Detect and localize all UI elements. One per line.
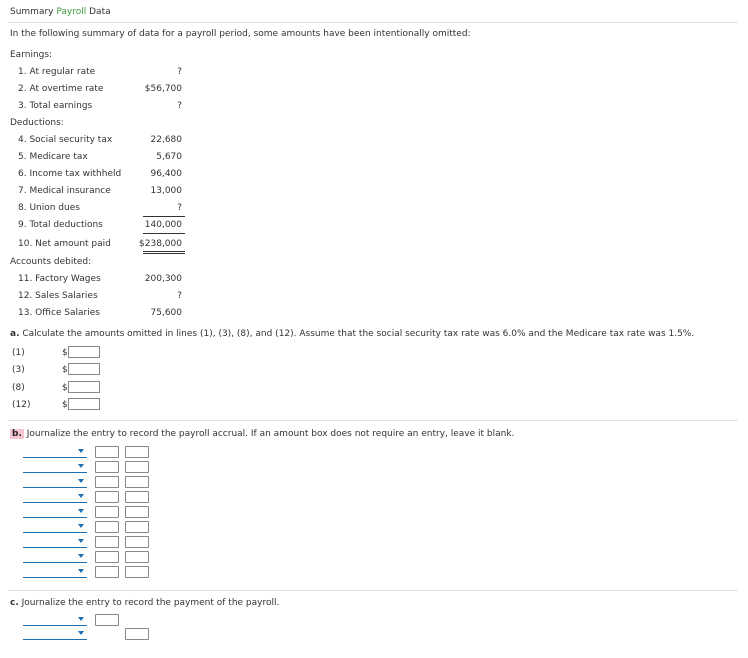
account-select[interactable] (23, 562, 87, 563)
deductions-row-label: 7. Medical insurance (18, 186, 111, 196)
earnings-row-label: 1. At regular rate (18, 67, 96, 77)
account-select[interactable] (23, 547, 87, 548)
account-select[interactable] (23, 517, 87, 518)
chevron-down-icon[interactable] (78, 554, 84, 558)
chevron-down-icon[interactable] (78, 464, 84, 468)
debit-input[interactable] (95, 566, 119, 578)
part-c-text: Journalize the entry to record the payment of the payroll. (21, 598, 280, 608)
chevron-down-icon[interactable] (78, 509, 84, 513)
debit-input[interactable] (95, 536, 119, 548)
debit-input[interactable] (95, 446, 119, 458)
part-a-text: Calculate the amounts omitted in lines (1), (3), (8), and (12). Assume that the social security tax rate was 6.0% and the Medicare tax rate was 1.5%. (22, 329, 695, 339)
debit-input[interactable] (95, 461, 119, 473)
credit-input[interactable] (125, 446, 149, 458)
currency-symbol: $ (62, 348, 68, 358)
debit-input[interactable] (95, 551, 119, 563)
section-divider (8, 590, 738, 591)
earnings-row-label: 2. At overtime rate (18, 84, 104, 94)
debit-input[interactable] (95, 506, 119, 518)
earnings-row-value: ? (177, 101, 182, 111)
total-underline (143, 233, 185, 234)
deductions-row-value: 22,680 (150, 135, 182, 145)
debit-input[interactable] (95, 521, 119, 533)
answer-input-1[interactable] (68, 346, 100, 358)
accounts-heading: Accounts debited: (10, 257, 92, 267)
account-select[interactable] (23, 457, 87, 458)
accounts-row-value: 200,300 (144, 274, 182, 284)
deductions-row-label: 6. Income tax withheld (18, 169, 122, 179)
net-double-underline-1 (143, 251, 185, 252)
credit-input[interactable] (125, 551, 149, 563)
title-highlight: Payroll (56, 7, 87, 17)
currency-symbol: $ (62, 383, 68, 393)
part-a-label: a. (10, 329, 20, 339)
accounts-row-value: 75,600 (150, 308, 182, 318)
title-suffix: Data (89, 7, 111, 17)
title-prefix: Summary (10, 7, 54, 17)
account-select[interactable] (23, 532, 87, 533)
accounts-row-label: 12. Sales Salaries (18, 291, 98, 301)
chevron-down-icon[interactable] (78, 631, 84, 635)
earnings-row-value: $56,700 (144, 84, 182, 94)
credit-input[interactable] (125, 566, 149, 578)
chevron-down-icon[interactable] (78, 449, 84, 453)
deductions-row-value: 140,000 (144, 220, 182, 230)
earnings-row-value: ? (177, 67, 182, 77)
page-title (10, 7, 111, 17)
answer-input-12[interactable] (68, 398, 100, 410)
deductions-row-label: 8. Union dues (18, 203, 80, 213)
chevron-down-icon[interactable] (78, 617, 84, 621)
part-a-item-label: (1) (12, 348, 25, 358)
credit-input[interactable] (125, 491, 149, 503)
part-a-item-label: (12) (12, 400, 31, 410)
account-select[interactable] (23, 639, 87, 640)
deductions-row-label: 4. Social security tax (18, 135, 113, 145)
earnings-row-label: 3. Total earnings (18, 101, 93, 111)
header-divider (8, 22, 738, 23)
deductions-heading: Deductions: (10, 118, 64, 128)
debit-input[interactable] (95, 614, 119, 626)
account-select[interactable] (23, 577, 87, 578)
debit-input[interactable] (95, 476, 119, 488)
chevron-down-icon[interactable] (78, 479, 84, 483)
chevron-down-icon[interactable] (78, 569, 84, 573)
credit-input[interactable] (125, 506, 149, 518)
currency-symbol: $ (62, 400, 68, 410)
section-divider (8, 420, 738, 421)
account-select[interactable] (23, 625, 87, 626)
account-select[interactable] (23, 472, 87, 473)
intro-text: In the following summary of data for a payroll period, some amounts have been intentionally omitted: (10, 29, 471, 39)
accounts-row-value: ? (177, 291, 182, 301)
deductions-row-value: ? (177, 203, 182, 213)
net-double-underline-2 (143, 253, 185, 254)
part-c-instructions (10, 598, 279, 608)
subtotal-underline (143, 216, 185, 217)
part-a-item-label: (3) (12, 365, 25, 375)
part-c-label: c. (10, 598, 19, 608)
deductions-row-label: 9. Total deductions (18, 220, 103, 230)
accounts-row-label: 11. Factory Wages (18, 274, 101, 284)
part-b-text: Journalize the entry to record the payroll accrual. If an amount box does not require an entry, leave it blank. (26, 429, 515, 439)
deductions-row-value: 5,670 (156, 152, 182, 162)
deductions-row-label: 5. Medicare tax (18, 152, 88, 162)
part-a-item-label: (8) (12, 383, 25, 393)
deductions-row-value: 13,000 (150, 186, 182, 196)
part-b-label: b. (12, 429, 22, 439)
chevron-down-icon[interactable] (78, 539, 84, 543)
answer-input-3[interactable] (68, 363, 100, 375)
chevron-down-icon[interactable] (78, 494, 84, 498)
part-a-instructions (10, 329, 694, 339)
credit-input[interactable] (125, 628, 149, 640)
accounts-row-label: 13. Office Salaries (18, 308, 100, 318)
answer-input-8[interactable] (68, 381, 100, 393)
deductions-row-value: $238,000 (139, 239, 182, 249)
currency-symbol: $ (62, 365, 68, 375)
earnings-heading: Earnings: (10, 50, 53, 60)
credit-input[interactable] (125, 461, 149, 473)
credit-input[interactable] (125, 536, 149, 548)
deductions-row-label: 10. Net amount paid (18, 239, 111, 249)
account-select[interactable] (23, 487, 87, 488)
credit-input[interactable] (125, 521, 149, 533)
account-select[interactable] (23, 502, 87, 503)
debit-input[interactable] (95, 491, 119, 503)
part-b-instructions (10, 429, 514, 439)
credit-input[interactable] (125, 476, 149, 488)
chevron-down-icon[interactable] (78, 524, 84, 528)
deductions-row-value: 96,400 (150, 169, 182, 179)
